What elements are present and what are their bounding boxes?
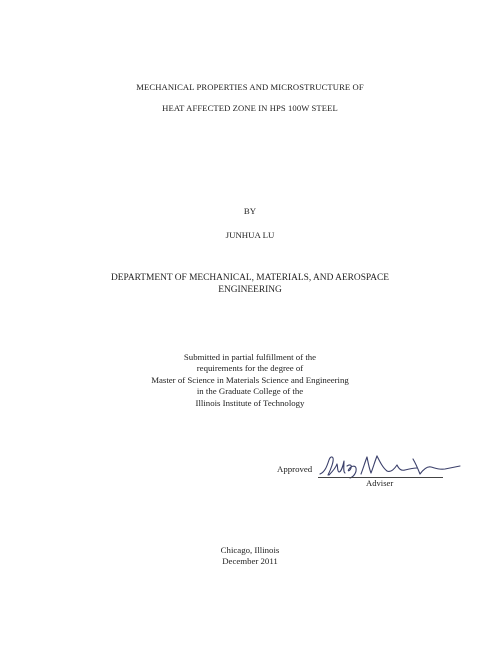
thesis-title-line-2: HEAT AFFECTED ZONE IN HPS 100W STEEL xyxy=(162,103,338,113)
submission-line-1: Submitted in partial fulfillment of the xyxy=(183,352,317,362)
submission-line-4: in the Graduate College of the xyxy=(196,386,304,396)
department-line-2: ENGINEERING xyxy=(218,285,282,295)
submission-line-3: Master of Science in Materials Science and Engineering xyxy=(151,375,349,385)
submission-date: December 2011 xyxy=(222,556,278,566)
submission-line-2: requirements for the degree of xyxy=(196,363,304,373)
location: Chicago, Illinois xyxy=(220,545,280,555)
department-line-1: DEPARTMENT OF MECHANICAL, MATERIALS, AND AEROSPACE xyxy=(110,273,390,283)
approval-block xyxy=(275,452,465,492)
author-name: JUNHUA LU xyxy=(225,230,275,240)
thesis-title-line-1: MECHANICAL PROPERTIES AND MICROSTRUCTURE OF xyxy=(136,82,364,92)
by-label: BY xyxy=(243,206,257,216)
adviser-label: Adviser xyxy=(366,478,394,488)
approved-label: Approved xyxy=(277,464,313,474)
submission-line-5: Illinois Institute of Technology xyxy=(195,398,305,408)
adviser-signature xyxy=(317,452,462,480)
